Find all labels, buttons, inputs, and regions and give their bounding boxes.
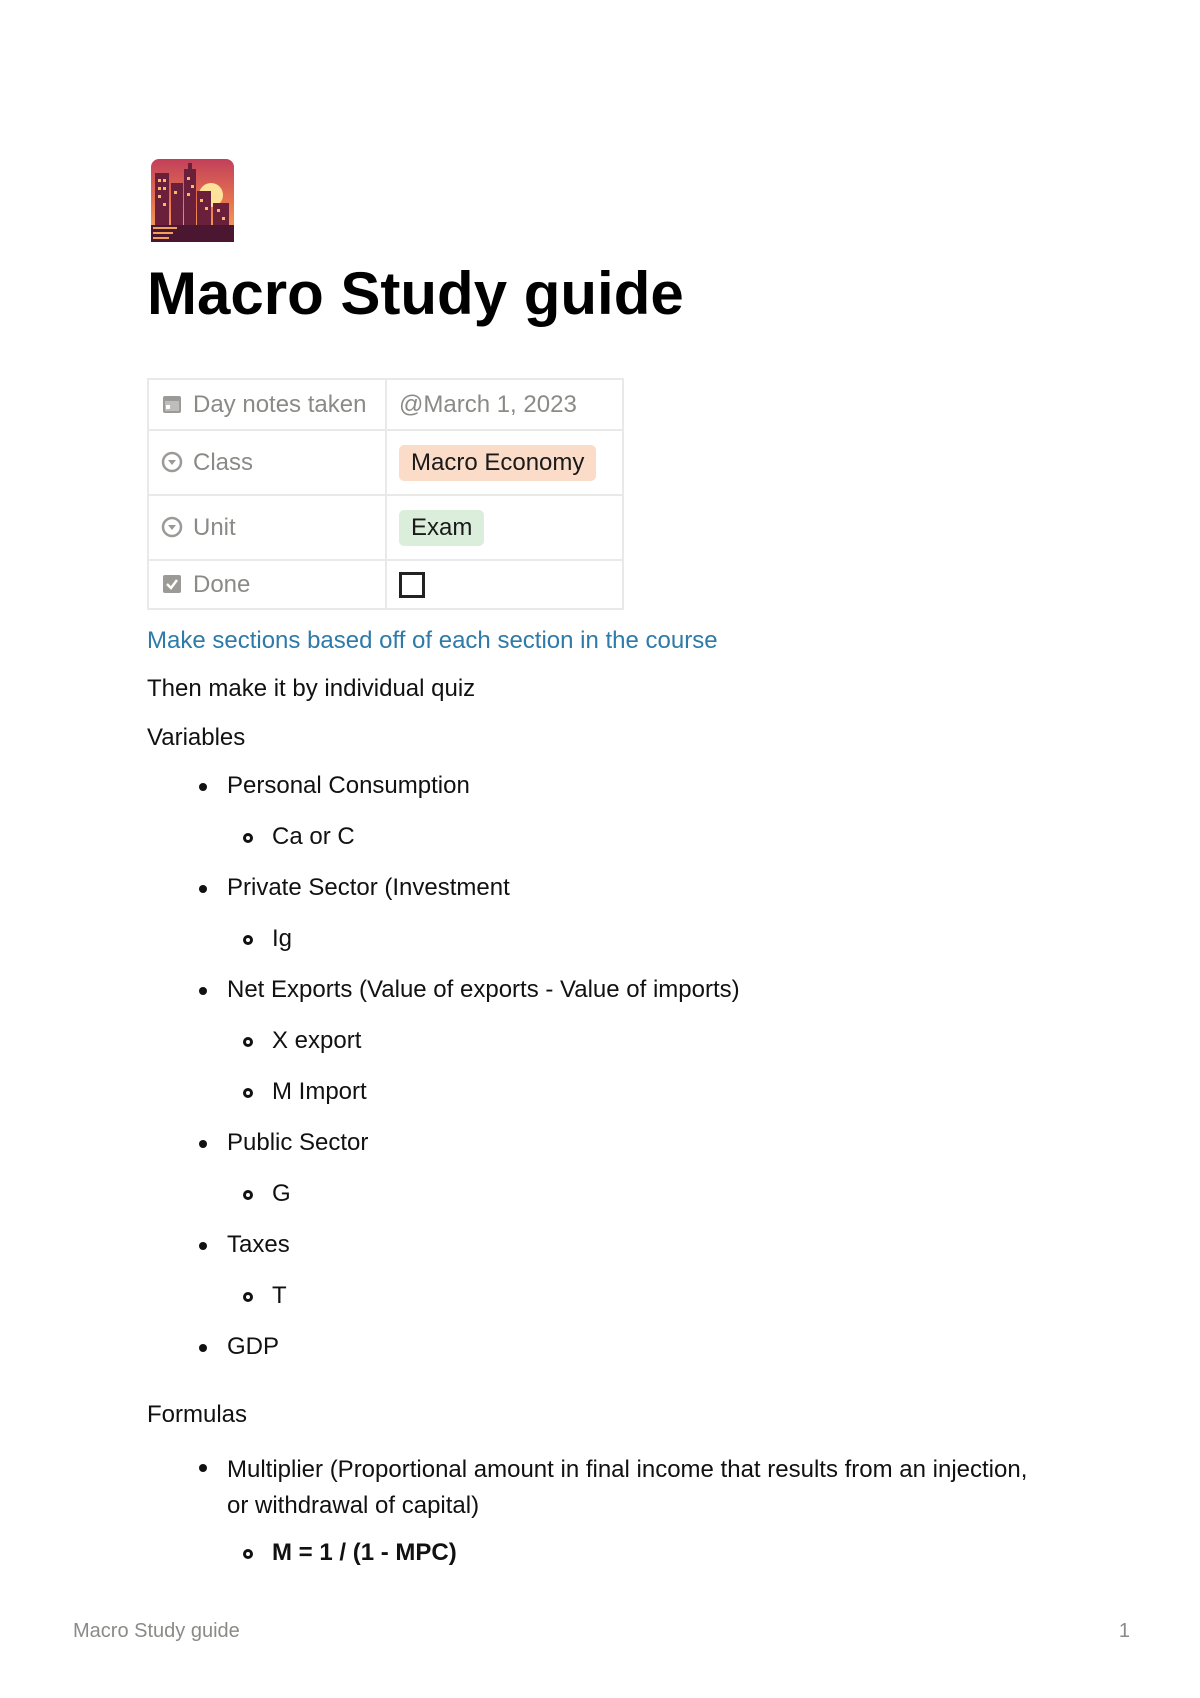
sub-list-item: T xyxy=(227,1281,1077,1311)
list-item: GDP xyxy=(147,1332,1077,1362)
property-key-label: Class xyxy=(193,448,254,476)
list-item: Multiplier (Proportional amount in final income that results from an injection, or withdrawal of capital) M = 1 / (1 - MPC) xyxy=(147,1452,1047,1568)
property-row-day-notes-taken xyxy=(148,379,623,430)
list-item: Taxes T xyxy=(147,1230,1077,1311)
property-key xyxy=(148,560,386,609)
footer-title: Macro Study guide xyxy=(73,1620,240,1642)
course-sections-link[interactable]: Make sections based off of each section in the course xyxy=(147,627,718,654)
property-row-class xyxy=(148,430,623,495)
formula: M = 1 / (1 - MPC) xyxy=(227,1538,1047,1568)
page-number: 1 xyxy=(1118,1620,1130,1642)
formulas-list xyxy=(147,1452,1047,1589)
property-key xyxy=(148,495,386,560)
done-checkbox[interactable] xyxy=(399,572,425,598)
property-key xyxy=(148,379,386,430)
property-row-unit xyxy=(148,495,623,560)
property-key xyxy=(148,430,386,495)
city-sunset-icon xyxy=(151,159,234,242)
checkbox-icon xyxy=(161,573,183,595)
list-item: Private Sector (Investment Ig xyxy=(147,873,1077,954)
class-tag[interactable]: Macro Economy xyxy=(399,445,596,481)
sub-list-item: Ca or C xyxy=(227,822,1077,852)
calendar-icon xyxy=(161,393,183,415)
variables-list xyxy=(147,771,1077,1383)
property-row-done xyxy=(148,560,623,609)
date-value[interactable]: @March 1, 2023 xyxy=(386,379,623,430)
variables-heading: Variables xyxy=(147,724,246,751)
list-item: Personal Consumption Ca or C xyxy=(147,771,1077,852)
properties-table xyxy=(147,378,624,610)
sub-list-item: X export xyxy=(227,1026,1077,1056)
formulas-heading: Formulas xyxy=(147,1401,248,1428)
property-key-label: Unit xyxy=(193,513,236,541)
page-title: Macro Study guide xyxy=(147,260,684,327)
list-item: Public Sector G xyxy=(147,1128,1077,1209)
unit-tag[interactable]: Exam xyxy=(399,510,484,546)
property-key-label: Done xyxy=(193,570,251,598)
sub-list-item: G xyxy=(227,1179,1077,1209)
select-icon xyxy=(161,451,183,473)
select-icon xyxy=(161,516,183,538)
sub-list-item: Ig xyxy=(227,924,1077,954)
list-item: Net Exports (Value of exports - Value of imports) X export M Import xyxy=(147,975,1077,1107)
property-key-label: Day notes taken xyxy=(193,390,367,418)
paragraph: Then make it by individual quiz xyxy=(147,675,476,702)
sub-list-item: M Import xyxy=(227,1077,1077,1107)
